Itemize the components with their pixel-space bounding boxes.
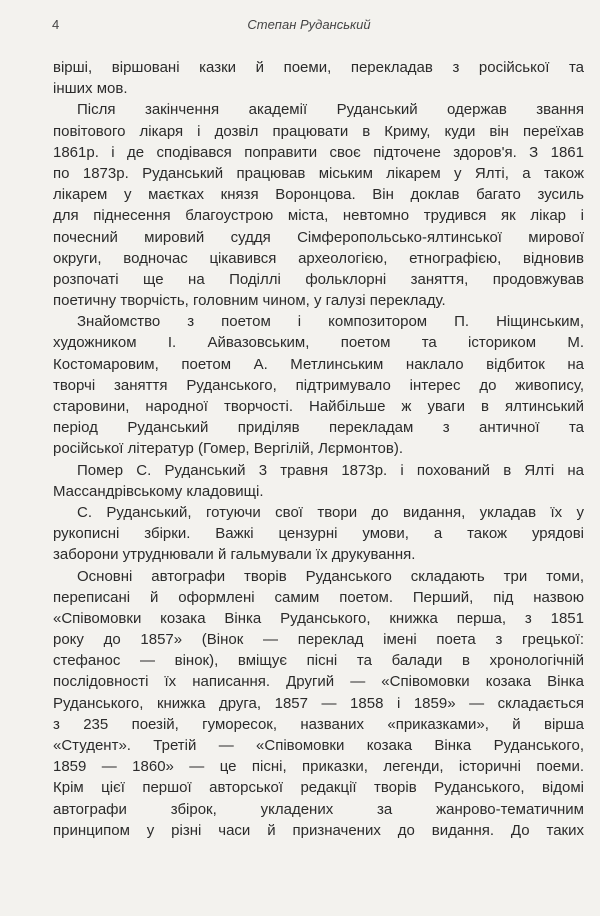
paragraph	[53, 566, 584, 841]
text-line: інших мов.	[53, 80, 128, 98]
text-line: 1859 — 1860» — це пісні, приказки, легенди, історичні поеми.	[53, 758, 584, 776]
text-line: старовини, народної творчості. Найбільше ж уваги в ялтинський	[53, 398, 584, 415]
text-line: Основні автографи творів Руданського складають три томи,	[77, 567, 584, 585]
text-line: російської літератур (Гомер, Вергілій, Лєрмонтов).	[53, 440, 404, 458]
text-line: автографи збірок, укладених за жанрово-тематичним	[53, 800, 584, 818]
text-line: «Студент». Третій — «Співомовки козака Вінка Руданського,	[53, 737, 584, 754]
text-line: 1861р. і де сподівався поправити своє підточене здоров'я. З 1861	[53, 143, 584, 161]
text-line: художником І. Айвазовським, поетом та істориком М.	[53, 334, 584, 352]
text-line: переписані й оформлені самим поетом. Перший, під назвою	[53, 588, 584, 606]
text-line: Помер С. Руданський 3 травня 1873р. і похований в Ялті на	[77, 461, 584, 479]
text-line: рукописні збірки. Важкі цензурні умови, а також урядові	[53, 525, 584, 543]
paragraph	[53, 502, 584, 566]
text-line: послідовності їх написання. Другий — «Співомовки козака Вінка	[53, 673, 584, 691]
text-line: творчі заняття Руданського, підтримувало інтерес до живопису,	[53, 376, 584, 394]
paragraph	[53, 57, 584, 99]
text-line: з 235 поезій, гуморесок, названих «приказками», й вірша	[53, 715, 584, 733]
text-line: заборони утруднювали й гальмували їх друкування.	[53, 546, 416, 564]
text-line: «Співомовки козака Вінка Руданського, книжка перша, з 1851	[53, 609, 584, 627]
text-line: вірші, віршовані казки й поеми, перекладав з російської та	[53, 59, 584, 76]
text-line: повітового лікаря і дозвіл працювати в Криму, куди він переїхав	[53, 122, 584, 140]
text-line: Крім цієї першої авторської редакції творів Руданського, відомі	[53, 779, 584, 797]
text-line: принципом у різні часи й призначених до видання. До таких	[53, 821, 584, 839]
text-line: округи, водночас цікавився археологією, етнографією, відновив	[53, 249, 584, 267]
paragraph	[53, 99, 584, 311]
text-line: розпочаті ще на Поділлі фольклорні заняття, продовжував	[53, 270, 584, 288]
text-line: стефанос — вінок), вміщує пісні та балади в хронологічній	[53, 652, 584, 670]
text-line: поетичну творчість, головним чином, у галузі перекладу.	[53, 292, 446, 310]
body-text	[53, 57, 584, 841]
text-line: Костомаровим, поетом А. Метлинським наклало відбиток на	[53, 355, 584, 373]
text-line: Руданського, книжка друга, 1857 — 1858 і 1859» — складається	[53, 694, 584, 712]
text-line: року до 1857» (Вінок — переклад імені поета з грецької:	[53, 631, 584, 649]
text-line: Після закінчення академії Руданський одержав звання	[77, 101, 584, 119]
text-line: Знайомство з поетом і композитором П. Ніщинським,	[77, 313, 584, 331]
paragraph	[53, 311, 584, 459]
text-line: С. Руданський, готуючи свої твори до видання, укладав їх у	[77, 503, 584, 521]
paragraph	[53, 460, 584, 502]
text-line: для піднесення благоустрою міста, невтомно трудився як лікар і	[53, 207, 584, 225]
text-line: Массандрівському кладовищі.	[53, 482, 264, 500]
running-title: Степан Руданський	[247, 17, 371, 32]
text-line: почесний мировий суддя Сімферопольсько-ялтинської мирової	[53, 228, 584, 246]
text-line: лікарем у маєтках князя Воронцова. Він доклав багато зусиль	[53, 186, 584, 204]
text-line: період Руданський приділяв перекладам з античної та	[53, 419, 584, 437]
text-line: по 1873р. Руданський працював міським лікарем у Ялті, а також	[53, 164, 584, 182]
page-number: 4	[52, 17, 60, 32]
